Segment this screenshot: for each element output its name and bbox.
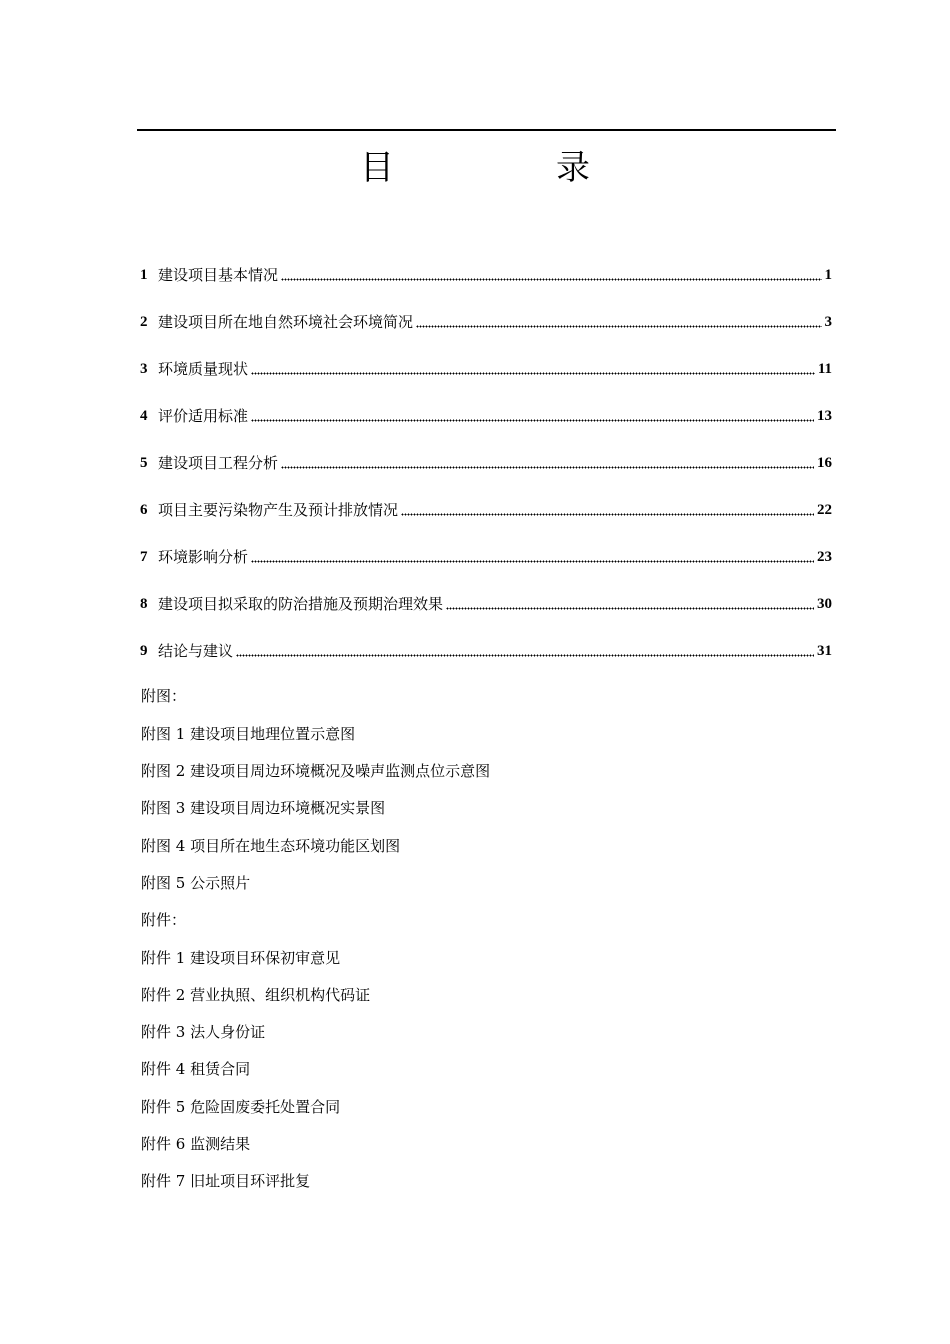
toc-entry-page: 13 [817,408,832,424]
figure-item: 附图 2 建设项目周边环境概况及噪声监测点位示意图 [141,762,491,780]
toc-entry-page: 22 [817,502,832,518]
attachment-item: 附件 7 旧址项目环评批复 [141,1172,311,1190]
toc-entry-number: 2 [140,314,148,330]
toc-entry[interactable] [140,405,832,427]
toc-entry[interactable] [140,311,832,333]
attachments-heading: 附件： [141,911,187,929]
attachment-item: 附件 3 法人身份证 [141,1023,266,1041]
toc-dot-leader [446,606,814,610]
toc-entry-number: 6 [140,502,148,518]
toc-entry[interactable] [140,499,832,521]
toc-entry-title: 评价适用标准 [158,407,249,425]
toc-dot-leader [236,653,814,657]
toc-dot-leader [401,512,814,516]
toc-entry-number: 7 [140,549,148,565]
toc-entry[interactable] [140,640,832,662]
toc-entry[interactable] [140,264,832,286]
toc-entry-number: 4 [140,408,148,424]
toc-entry-page: 16 [817,455,832,471]
figure-item: 附图 4 项目所在地生态环境功能区划图 [141,837,401,855]
attachment-item: 附件 2 营业执照、组织机构代码证 [141,986,371,1004]
toc-entry-title: 环境影响分析 [158,548,249,566]
toc-entry-page: 11 [817,361,832,377]
toc-entry-title: 环境质量现状 [158,360,249,378]
toc-entry-title: 项目主要污染物产生及预计排放情况 [158,501,399,519]
toc-entry-page: 3 [824,314,832,330]
toc-dot-leader [251,371,815,375]
attachment-item: 附件 4 租赁合同 [141,1060,251,1078]
toc-dot-leader [281,277,821,281]
toc-entry[interactable] [140,546,832,568]
toc-entry-page: 23 [817,549,832,565]
toc-entry-title: 建设项目拟采取的防治措施及预期治理效果 [158,595,444,613]
figure-item: 附图 1 建设项目地理位置示意图 [141,725,356,743]
toc-entry-number: 5 [140,455,148,471]
toc-dot-leader [251,418,814,422]
attachment-item: 附件 5 危险固废委托处置合同 [141,1098,341,1116]
toc-dot-leader [416,324,821,328]
toc-dot-leader [251,559,814,563]
toc-entry-page: 1 [824,267,832,283]
toc-entry[interactable] [140,593,832,615]
toc-entry-title: 建设项目基本情况 [158,266,279,284]
toc-entry[interactable] [140,452,832,474]
toc-entry-number: 9 [140,643,148,659]
figure-item: 附图 5 公示照片 [141,874,251,892]
toc-entry[interactable] [140,358,832,380]
toc-entry-number: 3 [140,361,148,377]
toc-entry-page: 31 [817,643,832,659]
page-title: 目 录 [360,148,654,188]
toc-entry-title: 建设项目工程分析 [158,454,279,472]
toc-entry-title: 结论与建议 [158,642,234,660]
toc-entry-title: 建设项目所在地自然环境社会环境简况 [158,313,414,331]
header-rule [137,129,836,131]
toc-entry-number: 1 [140,267,148,283]
attachment-item: 附件 6 监测结果 [141,1135,251,1153]
toc-entry-page: 30 [817,596,832,612]
figures-heading: 附图： [141,687,187,705]
attachment-item: 附件 1 建设项目环保初审意见 [141,949,341,967]
toc-entry-number: 8 [140,596,148,612]
figure-item: 附图 3 建设项目周边环境概况实景图 [141,799,386,817]
toc-dot-leader [281,465,814,469]
